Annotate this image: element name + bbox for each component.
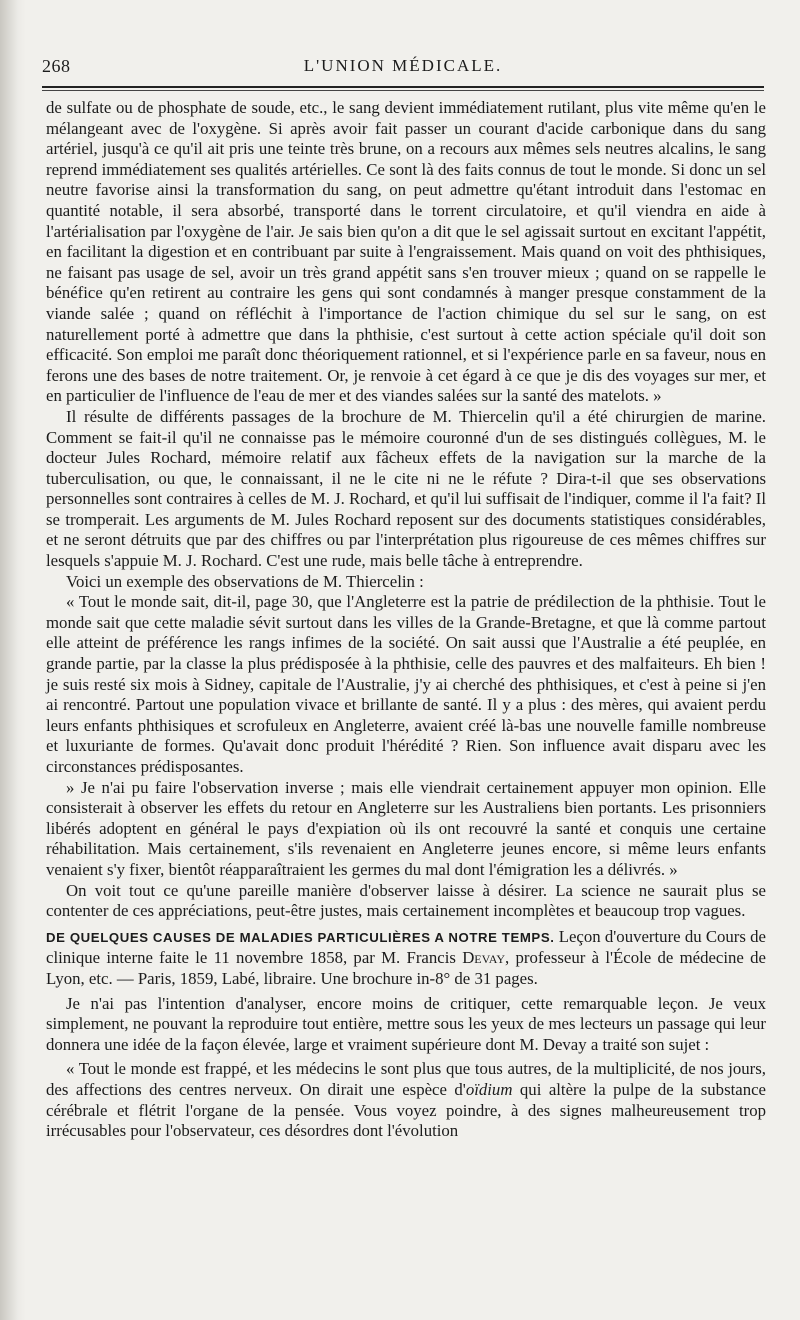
quote-paragraph: « Tout le monde sait, dit-il, page 30, que l'Angleterre est la patrie de prédilection de la phthisie. Tout le monde sait que cette maladie sévit surtout dans les villes de la Grande-Bretagne, et que là comme partout elle atteint de préférence les rangs infimes de la société. On sait aussi que l'Australie a été peuplée, en grande partie, par la classe la plus prédisposée à la phthisie, celle des pauvres et des malfaiteurs. Eh bien ! je suis resté six mois à Sidney, capitale de l'Australie, j'y ai cherché des phthisiques, et c'est à peine si j'en ai rencontré. Partout une population vivace et brillante de santé. Il y a plus : des mères, qui avaient perdu leurs enfants phthisiques et scrofuleux en Angleterre, avaient créé là-bas une nouvelle famille nombreuse et luxuriante de formes. Qu'avait donc produit l'hérédité ? Rien. Son influence avait disparu avec les circonstances prédisposantes. bbox=[46, 592, 766, 776]
review-entry bbox=[46, 927, 766, 990]
header-rule-thin bbox=[42, 90, 764, 91]
paragraph: Il résulte de différents passages de la brochure de M. Thiercelin qu'il a été chirurgien de marine. Comment se fait-il qu'il ne connaisse pas le mémoire couronné d'un de ses distingués collègues, M. le docteur Jules Rochard, mémoire relatif aux fâcheux effets de la navigation sur la marche de la tuberculisation, ou que, le connaissant, il ne le cite ni ne le réfute ? Dira-t-il que ses observations personnelles sont contraires à celles de M. J. Rochard, et qu'il lui suffisait de l'indiquer, comme il l'a fait? Il se tromperait. Les arguments de M. Jules Rochard reposent sur des documents statistiques considérables, et ne seront détruits que par des chiffres ou par l'interprétation plus rigoureuse de ces mêmes chiffres sur lesquels s'appuie M. J. Rochard. C'est une rude, mais belle tâche à entreprendre. bbox=[46, 406, 766, 571]
page-header bbox=[42, 52, 764, 84]
quote-paragraph: » Je n'ai pu faire l'observation inverse ; mais elle viendrait certainement appuyer mon opinion. Elle consisterait à observer les effets du retour en Angleterre sur les Australiens bien portants. Les prisonniers libérés adoptent en général le pays d'expiation où ils ont recouvré la santé et conquis une certaine réhabilitation. Mais certainement, s'ils revenaient en Angleterre jeunes encore, si même leurs enfants venaient s'y fixer, bientôt réapparaîtraient les germes du mal dont l'émigration les a délivrés. » bbox=[46, 777, 766, 879]
running-title: L'UNION MÉDICALE. bbox=[303, 56, 503, 75]
paragraph: de sulfate ou de phosphate de soude, etc., le sang devient immédiatement rutilant, plus vite même qu'en le mélangeant avec de l'oxygène. Si après avoir fait passer un courant d'acide carbonique dans du sang artériel, jusqu'à ce qu'il ait pris une teinte très brune, on a recours aux mêmes sels neutres alcalins, le sang reprend immédiatement ses qualités artérielles. Ce sont là des faits connus de tout le monde. Si donc un sel neutre favorise ainsi la transformation du sang, on peut admettre qu'étant introduit dans l'estomac en quantité notable, il sera absorbé, transporté dans le torrent circulatoire, et qu'il viendra en aide à l'artérialisation par l'oxygène de l'air. Je sais bien qu'on a dit que le sel agissait surtout en excitant l'appétit, en facilitant la digestion et en contribuant par suite à l'engraissement. Mais quand on voit des phthisiques, ne faisant pas usage de sel, avoir un très grand appétit sans s'en trouver mieux ; quand on se rappelle le bénéfice qu'en retirent au contraire les gens qui sont condamnés à manger presque constamment de la viande salée ; quand on réfléchit à l'importance de l'action chimique du sel sur le sang, on est naturellement porté à admettre que dans la phthisie, c'est surtout à cette action spéciale qu'il doit son efficacité. Son emploi me paraît donc théoriquement rationnel, et si l'expérience parle en sa faveur, nous en ferons une des bases de notre traitement. Or, je renvoie à cet égard à ce que je dis des voyages sur mer, et en particulier de l'influence de l'eau de mer et des viandes salées sur la santé des matelots. » bbox=[46, 98, 766, 406]
section-heading: DE QUELQUES CAUSES DE MALADIES PARTICULIÈRES A NOTRE TEMPS. bbox=[46, 929, 555, 945]
italic-term: oïdium bbox=[465, 1079, 513, 1099]
paragraph: On voit tout ce qu'une pareille manière d'observer laisse à désirer. La science ne saurait plus se contenter de ces appréciations, peut-être justes, mais certainement incomplètes et beaucoup trop vagues. bbox=[46, 880, 766, 921]
paragraph: Voici un exemple des observations de M. Thiercelin : bbox=[66, 571, 424, 591]
quote-text-b: qui altère la pulpe de la substance cérébrale et flétrit l'organe de la pensée. Vous voyez poindre, à des signes malheureusement trop irrécusables pour l'observateur, ces désordres dont l'évolution bbox=[46, 1079, 766, 1141]
page-edge-shadow bbox=[0, 0, 26, 1320]
quote-text-a: « Tout le monde est frappé, et les médecins le sont plus que tous autres, de la multiplicité, de nos jours, des affections des centres nerveux. On dirait une espèce d' bbox=[46, 1059, 766, 1099]
quote-paragraph bbox=[46, 1059, 766, 1141]
review-citation-b: , professeur à l'École de médecine de Lyon, etc. — Paris, 1859, Labé, libraire. Une brochure in-8° de 31 pages. bbox=[46, 948, 766, 988]
page-number: 268 bbox=[42, 56, 71, 76]
article-body bbox=[46, 98, 766, 1300]
header-rule bbox=[42, 86, 764, 88]
review-citation-a: Leçon d'ouverture du Cours de clinique interne faite le 11 novembre 1858, par M. Francis bbox=[46, 926, 766, 968]
author-name: Devay bbox=[462, 948, 505, 968]
paragraph: Je n'ai pas l'intention d'analyser, encore moins de critiquer, cette remarquable leçon. Je veux simplement, ne pouvant la reproduire tout entière, mettre sous les yeux de mes lecteurs un passage qui leur donnera une idée de la façon élevée, large et vraiment supérieure dont M. Devay a traité son sujet : bbox=[46, 993, 766, 1054]
